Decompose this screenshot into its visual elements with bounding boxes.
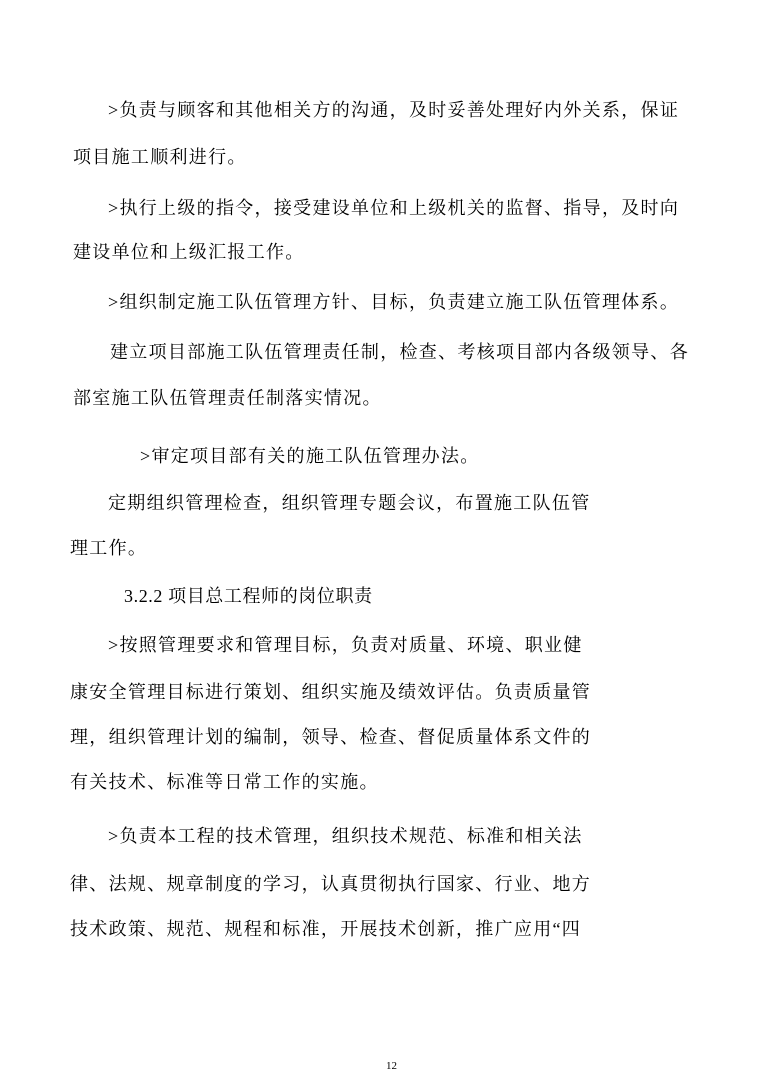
paragraph-line: 康安全管理目标进行策划、组织实施及绩效评估。负责质量管 xyxy=(70,682,592,702)
page-number: 12 xyxy=(386,1060,397,1072)
paragraph-line: 建设单位和上级汇报工作。 xyxy=(73,242,305,262)
paragraph-line: >审定项目部有关的施工队伍管理办法。 xyxy=(140,446,480,466)
paragraph-line: >组织制定施工队伍管理方针、目标，负责建立施工队伍管理体系。 xyxy=(108,292,680,312)
paragraph-line: 理，组织管理计划的编制，领导、检查、督促质量体系文件的 xyxy=(70,727,592,747)
paragraph-line: 有关技术、标准等日常工作的实施。 xyxy=(70,772,379,792)
paragraph-line: >负责与顾客和其他相关方的沟通，及时妥善处理好内外关系，保证 xyxy=(108,100,680,120)
paragraph-line: 项目施工顺利进行。 xyxy=(73,147,247,167)
paragraph-line: 律、法规、规章制度的学习，认真贯彻执行国家、行业、地方 xyxy=(70,874,592,894)
paragraph-line: >按照管理要求和管理目标，负责对质量、环境、职业健 xyxy=(108,635,583,655)
paragraph-line: 技术政策、规范、规程和标准，开展技术创新，推广应用“四 xyxy=(70,919,582,939)
paragraph-line: >负责本工程的技术管理，组织技术规范、标准和相关法 xyxy=(108,826,583,846)
paragraph-line: 定期组织管理检查，组织管理专题会议，布置施工队伍管 xyxy=(108,493,591,513)
section-heading: 3.2.2 项目总工程师的岗位职责 xyxy=(124,586,373,606)
paragraph-line: 部室施工队伍管理责任制落实情况。 xyxy=(73,388,382,408)
paragraph-line: 理工作。 xyxy=(70,538,148,558)
paragraph-line: 建立项目部施工队伍管理责任制，检查、考核项目部内各级领导、各 xyxy=(110,342,689,362)
paragraph-line: >执行上级的指令，接受建设单位和上级机关的监督、指导，及时向 xyxy=(108,198,680,218)
